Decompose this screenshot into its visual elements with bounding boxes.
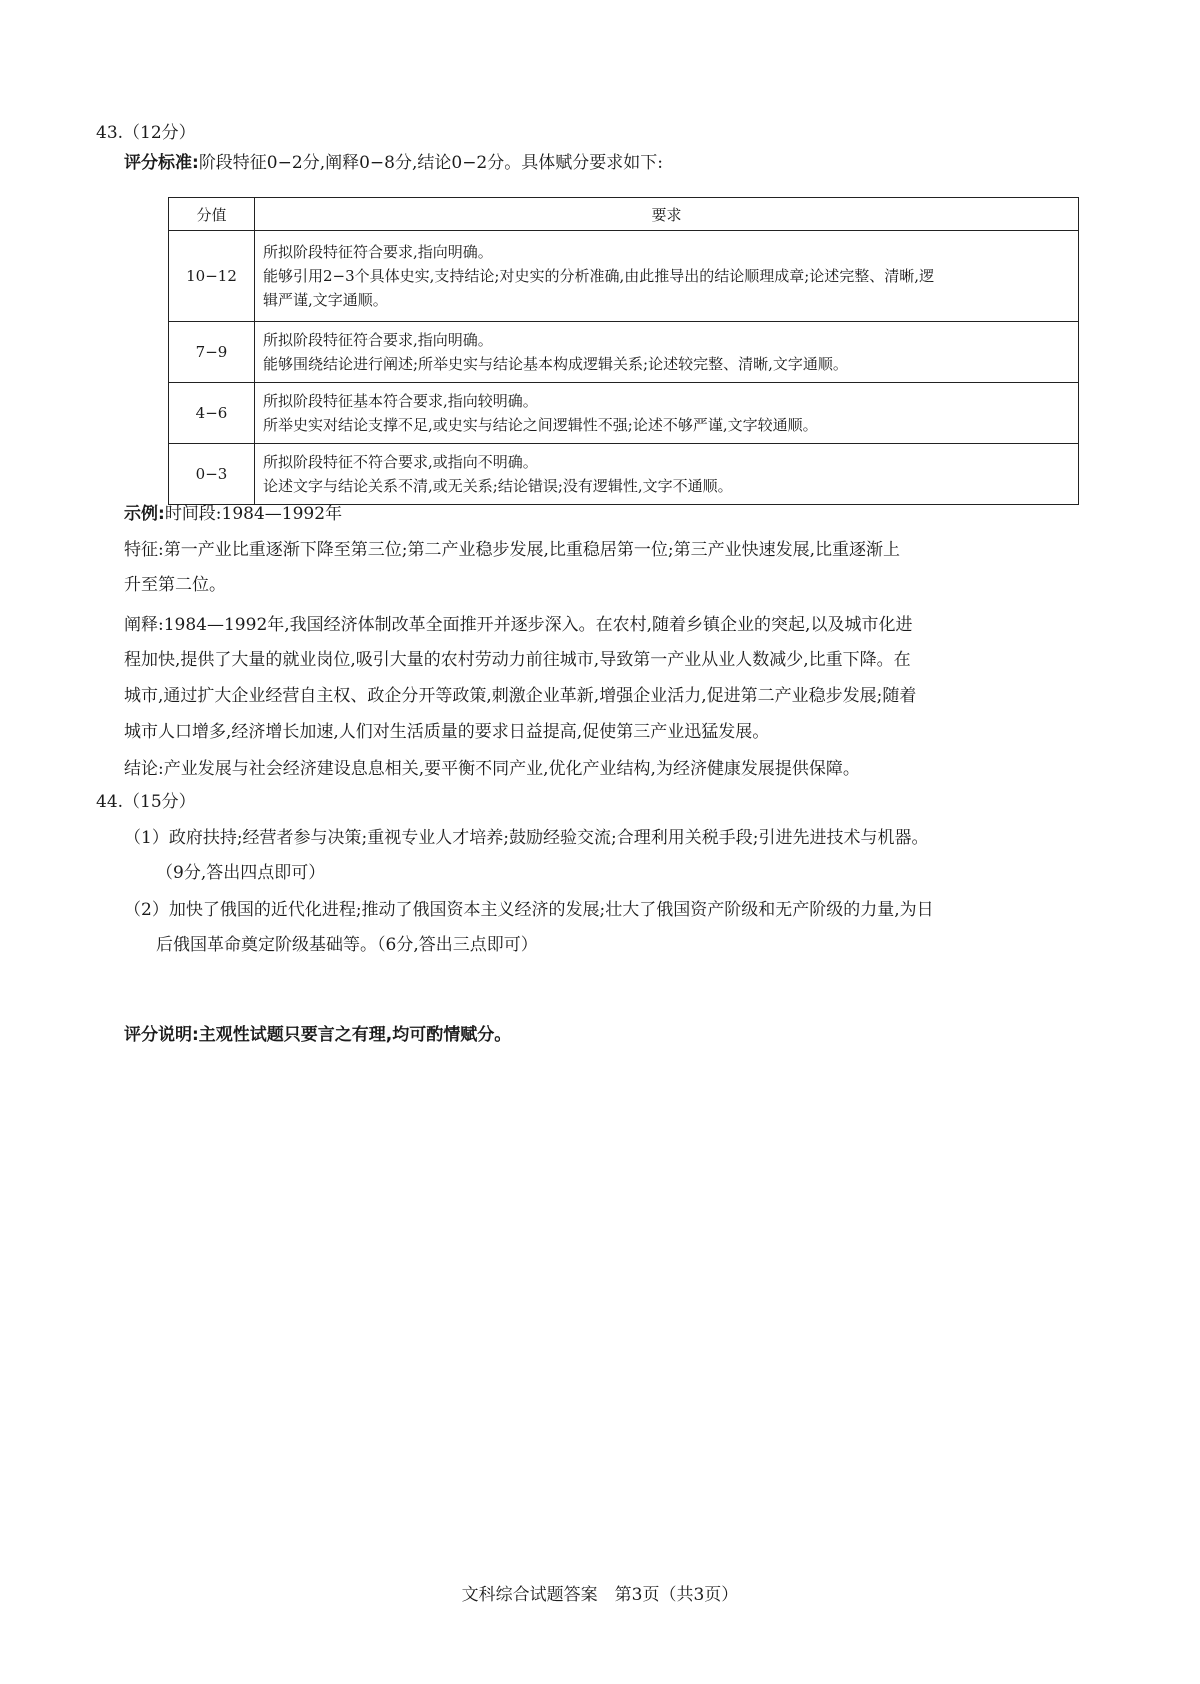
q44-part2-line: （2）加快了俄国的近代化进程;推动了俄国资本主义经济的发展;壮大了俄国资产阶级和无产阶级的力量,为日	[124, 900, 934, 920]
requirement-line: 论述文字与结论关系不清,或无关系;结论错误;没有逻辑性,文字不通顺。	[263, 477, 733, 495]
requirement-line: 所拟阶段特征基本符合要求,指向较明确。	[263, 392, 538, 410]
requirement-line: 所拟阶段特征符合要求,指向明确。	[263, 243, 493, 261]
rubric-header-row	[169, 198, 1079, 231]
requirement-line: 能够围绕结论进行阐述;所举史实与结论基本构成逻辑关系;论述较完整、清晰,文字通顺。	[263, 355, 848, 373]
q43-heading: 43.（12分）	[96, 123, 196, 143]
explain-line: 城市,通过扩大企业经营自主权、政企分开等政策,刺激企业革新,增强企业活力,促进第二产业稳步发展;随着	[124, 686, 917, 706]
requirement-line: 辑严谨,文字通顺。	[263, 291, 388, 309]
explain-line: 阐释:1984—1992年,我国经济体制改革全面推开并逐步深入。在农村,随着乡镇企业的突起,以及城市化进	[124, 615, 913, 635]
requirement-line: 所拟阶段特征不符合要求,或指向不明确。	[263, 453, 538, 471]
q44-heading: 44.（15分）	[96, 792, 196, 812]
table-row	[169, 444, 1079, 505]
row-requirement	[255, 322, 1079, 383]
feature-line: 特征:第一产业比重逐渐下降至第三位;第二产业稳步发展,比重稳居第一位;第三产业快速发展,比重逐渐上	[124, 540, 900, 560]
row-score: 10−12	[169, 231, 255, 322]
q44-part1-line: （1）政府扶持;经营者参与决策;重视专业人才培养;鼓励经验交流;合理利用关税手段;引进先进技术与机器。	[124, 828, 929, 848]
table-row	[169, 383, 1079, 444]
row-score: 0−3	[169, 444, 255, 505]
header-requirement: 要求	[255, 198, 1079, 231]
criteria-text: 阶段特征0−2分,阐释0−8分,结论0−2分。具体赋分要求如下:	[198, 153, 663, 173]
row-requirement	[255, 444, 1079, 505]
q44-part2-line: 后俄国革命奠定阶级基础等。（6分,答出三点即可）	[156, 935, 538, 955]
q44-part1-line: （9分,答出四点即可）	[156, 863, 326, 883]
requirement-line: 所拟阶段特征符合要求,指向明确。	[263, 331, 493, 349]
feature-line: 升至第二位。	[124, 575, 226, 595]
row-requirement	[255, 383, 1079, 444]
row-score: 7−9	[169, 322, 255, 383]
example-text: 时间段:1984—1992年	[164, 504, 343, 524]
requirement-line: 能够引用2−3个具体史实,支持结论;对史实的分析准确,由此推导出的结论顺理成章;论述完整、清晰,逻	[263, 267, 935, 285]
explain-line: 程加快,提供了大量的就业岗位,吸引大量的农村劳动力前往城市,导致第一产业从业人数减少,比重下降。在	[124, 650, 911, 670]
q43-example	[124, 502, 342, 526]
table-row	[169, 322, 1079, 383]
example-label: 示例:	[124, 504, 165, 524]
table-row	[169, 231, 1079, 322]
header-score: 分值	[169, 198, 255, 231]
requirement-line: 所举史实对结论支撑不足,或史实与结论之间逻辑性不强;论述不够严谨,文字较通顺。	[263, 416, 818, 434]
row-score: 4−6	[169, 383, 255, 444]
criteria-label: 评分标准:	[124, 153, 199, 173]
q43-criteria	[124, 151, 663, 175]
page-footer: 文科综合试题答案 第3页（共3页）	[461, 1585, 739, 1605]
rubric-table	[168, 197, 1079, 505]
explain-line: 城市人口增多,经济增长加速,人们对生活质量的要求日益提高,促使第三产业迅猛发展。	[124, 722, 770, 742]
scoring-note: 评分说明:主观性试题只要言之有理,均可酌情赋分。	[124, 1025, 512, 1045]
row-requirement	[255, 231, 1079, 322]
conclusion-line: 结论:产业发展与社会经济建设息息相关,要平衡不同产业,优化产业结构,为经济健康发展提供保障。	[124, 759, 860, 779]
